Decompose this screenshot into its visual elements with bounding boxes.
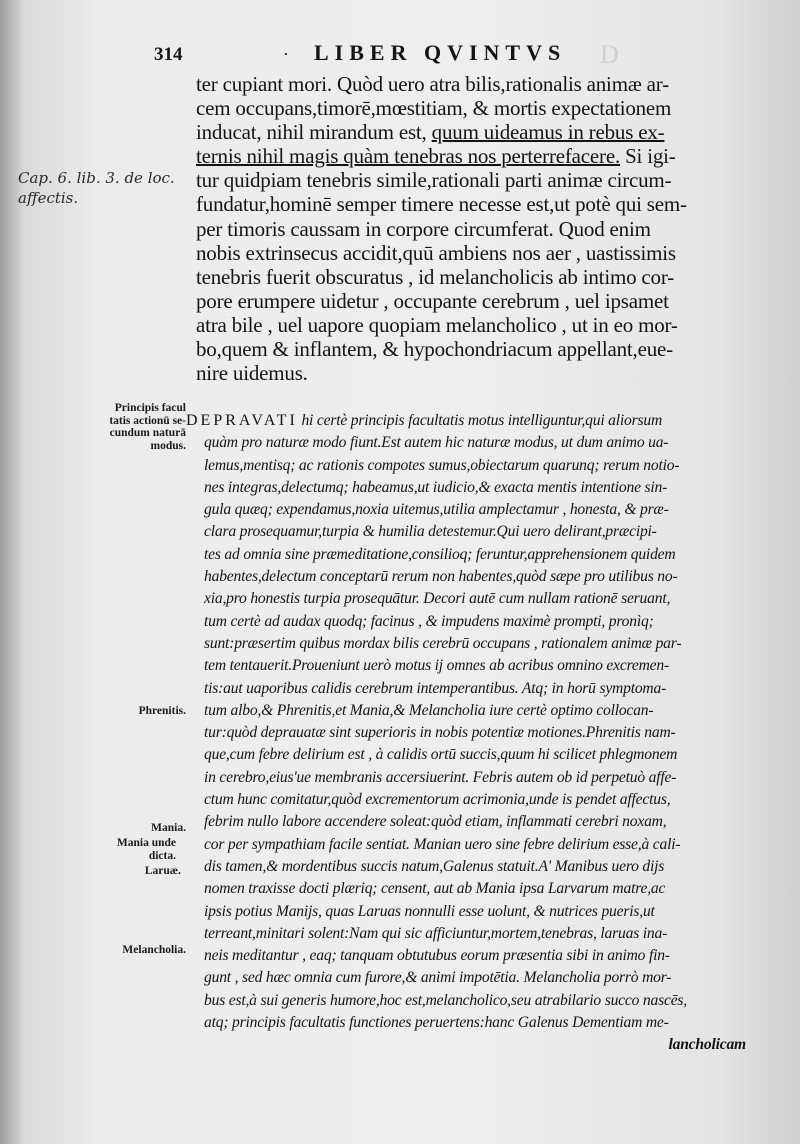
text-line: nes integras,delectumq; habeamus,ut iudicio,& exacta mentis intentione sin- [204, 478, 668, 496]
handwritten-line: Cap. 6. lib. 3. de loc. [18, 169, 175, 187]
text-line: tum certè ad audax quodq; facinus , & impudens maximè prompti, pronìq; [204, 612, 654, 630]
text-line: atra bile , uel uapore quopiam melancholico , ut in eo mor- [196, 312, 678, 337]
text-line: tum albo,& Phrenitis,et Mania,& Melancholia iure certè optimo collocan- [204, 701, 654, 719]
text-line: tenebris fuerit obscuratus , id melancholicis ab intimo cor- [196, 264, 675, 289]
side-note-mania-unde [86, 837, 176, 862]
text-line: bo,quem & inflantem, & hypochondriacum appellant,eue- [196, 337, 673, 362]
running-title: LIBER QVINTVS [314, 40, 567, 65]
text-line: gunt , sed hæc omnia cum furore,& animi impotētia. Melancholia porrò mor- [204, 969, 672, 987]
bleed-through-text: D [600, 40, 625, 69]
text-line: dis tamen,& mordentibus succis natum,Galenus statuit.A' Manibus uero dijs [204, 857, 665, 875]
text-line: atq; principis facultatis functiones peruertens:hanc Galenus Dementiam me- [204, 1014, 669, 1032]
text-line: in cerebro,eius'ue membranis accersiuerint. Febris autem ob id perpetuò affe- [204, 768, 677, 786]
underlined-text: quum uideamus in rebus ex- [431, 120, 665, 145]
text-line: que,cum febre delirium est , à calidis ortū succis,quum hi scilicet phlegmonem [204, 746, 678, 764]
page-number: 314 [154, 44, 183, 65]
text-line: ter cupiant mori. Quòd uero atra bilis,rationalis animæ ar- [196, 72, 669, 96]
side-note-principis [86, 402, 186, 452]
text-line: nire uidemus. [196, 361, 308, 386]
side-note-line: Phrenitis. [138, 705, 186, 717]
text-line: nomen traxisse docti plæriq; censent, aut ab Mania ipsa Larvarum matre,ac [204, 880, 666, 898]
handwritten-marginal-note [18, 168, 208, 208]
text-line: tur:quòd deprauatæ sint superioris in nobis potentiæ motiones.Phrenitis nam- [204, 724, 676, 742]
text-line: bus est,à sui generis humore,hoc est,melancholico,seu atrabilario succo nascēs, [204, 991, 687, 1009]
text-line: lemus,mentisq; ac rationis compotes sumus,obiectarum quarunq; rerum notio- [204, 456, 680, 474]
side-note-line: Melancholia. [122, 944, 186, 956]
text-line: per timoris caussam in corpore circumferat. Quod enim [196, 216, 651, 241]
text-line: cor per sympathiam facile sentiat. Manian uero sine febre delirium esse,à cali- [204, 835, 681, 853]
text-line: terreant,minitari solent:Nam qui sic afficiuntur,mortem,tenebras, laruas ina- [204, 924, 668, 942]
side-note-melancholia [86, 944, 186, 957]
text-line: tes ad omnia sine præmeditatione,consilioq; feruntur,apprehensionem quidem [204, 545, 676, 563]
text-line: quàm pro naturæ modo fiunt.Est autem hic naturæ modus, ut dum animo ua- [204, 434, 669, 452]
text-line: sunt:præsertim quibus mordax bilis cerebrū occupans , rationalem animæ par- [204, 634, 682, 652]
text-line: febrim nullo labore accendere soleat:quòd etiam, inflammati cerebri noxam, [204, 813, 667, 831]
text-line: xia,pro honestis turpia prosequātur. Decori autē cum nullam rationē seruant, [204, 590, 671, 608]
text-line: neis meditantur , eaq; tanquam obtutubus eorum præsentia sibi in animo fin- [204, 947, 670, 965]
text-span: hi certè principis facultatis motus intelliguntur,qui aliorsum [297, 412, 663, 429]
text-line: tur quidpiam tenebris simile,rationali parti animæ circum- [196, 168, 672, 193]
text-line: gula quæq; expendamus,noxia uitemus,utilia amplectamur , honesta, & præ- [204, 501, 669, 519]
main-paragraph [186, 410, 786, 1057]
text-line [186, 410, 786, 432]
side-note-laruae [86, 865, 181, 878]
text-line: tem tentauerit.Proueniunt uerò motus ij omnes ab acribus omnino excremen- [204, 657, 669, 675]
header-dot: · [283, 44, 289, 64]
initial-word: DEPRAVATI [186, 412, 298, 429]
side-note-line: tatis actionū se- [109, 414, 186, 427]
text-line: nobis extrinsecus accidit,quū ambiens nos aer , uastissimis [196, 240, 676, 265]
text-line: ipsis potius Manijs, quas Laruas nonnulli esse uolunt, & nutrices pueris,ut [204, 902, 655, 920]
text-line: fundatur,hominē semper timere necesse est,ut potè qui sem- [196, 192, 687, 217]
side-note-line: Laruæ. [144, 865, 181, 877]
text-span: Si igi- [620, 144, 676, 169]
text-line: habentes,delectum conceptarū rerum non habentes,quòd sæpe pro utilibus no- [204, 568, 678, 586]
text-line: ctum hunc comitatur,quòd excrementorum acrimonia,unde is pendet affectus, [204, 791, 671, 809]
text-line: pore erumpere uidetur , occupante cerebrum , uel ipsamet [196, 288, 669, 313]
underlined-text: ternis nihil magis quàm tenebras nos perterrefacere. [196, 144, 621, 169]
text-line [196, 144, 766, 168]
text-line: tis:aut uaporibus calidis cerebrum intemperantibus. Atq; in horū symptoma- [204, 679, 667, 697]
side-note-line: cundum naturā [109, 427, 186, 439]
side-note-line: Mania unde [116, 837, 176, 849]
side-note-line: modus. [150, 439, 186, 452]
side-note-mania [86, 822, 186, 835]
top-paragraph [196, 72, 766, 385]
text-line: cem occupans,timorē,mœstitiam, & mortis expectationem [196, 96, 672, 121]
side-note-line: Principis facul [114, 402, 186, 414]
side-note-phrenitis [86, 705, 186, 718]
text-line: clara prosequamur,turpia & humilia detestemur.Qui uero delirant,præcipi- [204, 523, 657, 541]
side-note-line: Mania. [151, 822, 186, 834]
handwritten-line: affectis. [18, 189, 79, 207]
catchword: lancholicam [668, 1036, 746, 1054]
text-line [196, 120, 766, 144]
text-span: inducat, nihil mirandum est, [196, 120, 427, 145]
side-note-line: dicta. [148, 849, 176, 862]
